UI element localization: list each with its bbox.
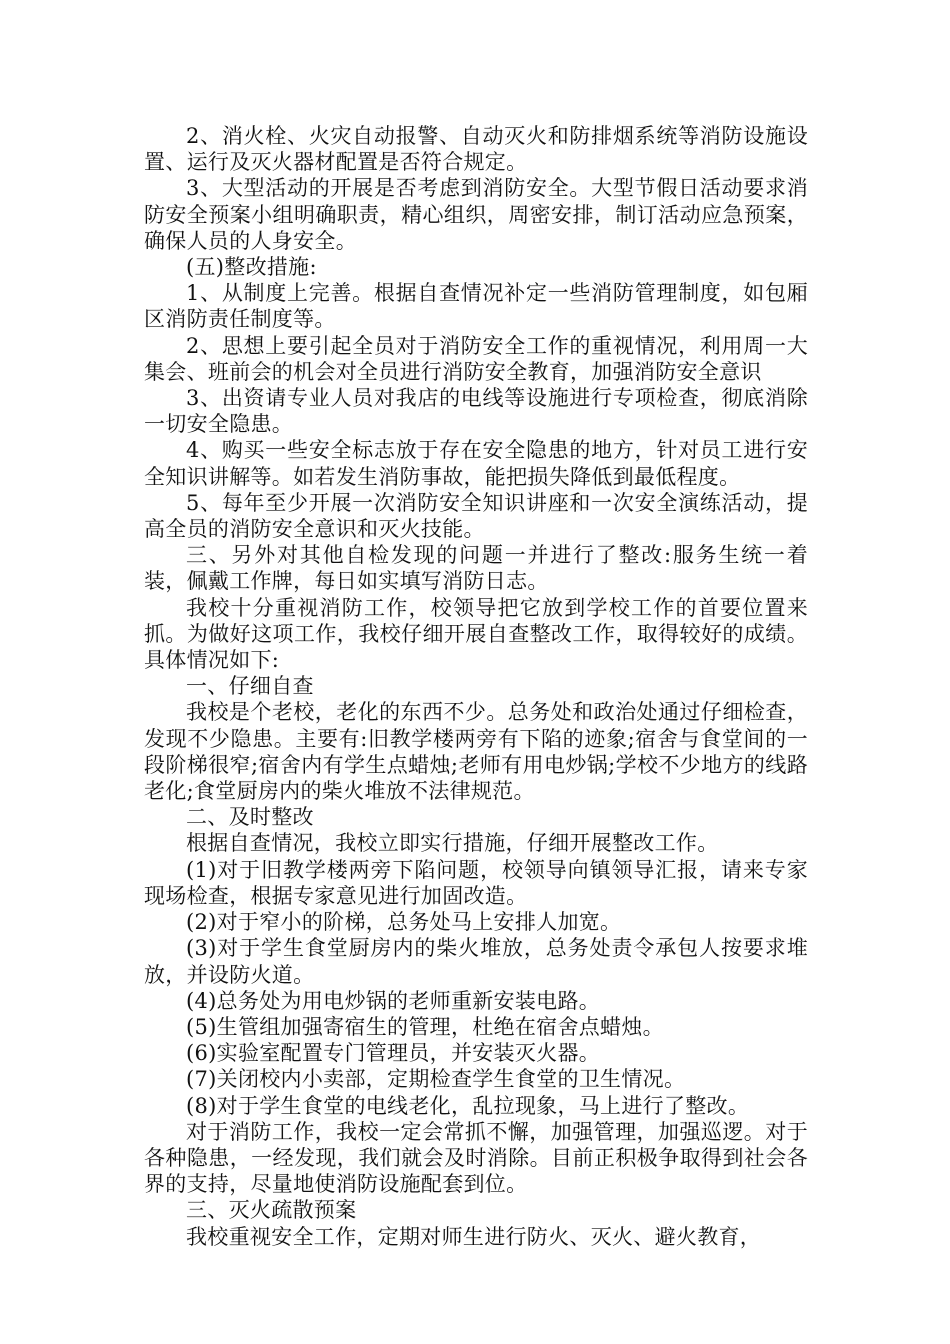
- list-item: (1)对于旧教学楼两旁下陷问题，校领导向镇领导汇报，请来专家现场检查，根据专家意见进行加固改造。: [144, 857, 808, 908]
- list-item: (3)对于学生食堂厨房内的柴火堆放，总务处责令承包人按要求堆放，并设防火道。: [144, 936, 808, 987]
- paragraph: 我校重视安全工作，定期对师生进行防火、灭火、避火教育，: [186, 1224, 762, 1249]
- section-heading: 三、灭火疏散预案: [186, 1198, 357, 1223]
- paragraph: 三、另外对其他自检发现的问题一并进行了整改:服务生统一着装，佩戴工作牌，每日如实填写消防日志。: [144, 543, 808, 594]
- paragraph: 2、消火栓、火灾自动报警、自动灭火和防排烟系统等消防设施设置、运行及灭火器材配置是否符合规定。: [144, 124, 808, 175]
- list-item: (5)生管组加强寄宿生的管理，杜绝在宿舍点蜡烛。: [186, 1014, 664, 1039]
- paragraph: 对于消防工作，我校一定会常抓不懈，加强管理，加强巡逻。对于各种隐患，一经发现，我们就会及时消除。目前正积极争取得到社会各界的支持，尽量地使消防设施配套到位。: [144, 1119, 808, 1197]
- list-item: (8)对于学生食堂的电线老化，乱拉现象，马上进行了整改。: [186, 1093, 750, 1118]
- paragraph: 3、出资请专业人员对我店的电线等设施进行专项检查，彻底消除一切安全隐患。: [144, 386, 808, 437]
- list-item: (2)对于窄小的阶梯，总务处马上安排人加宽。: [186, 910, 622, 935]
- paragraph: 1、从制度上完善。根据自查情况补定一些消防管理制度，如包厢区消防责任制度等。: [144, 281, 808, 332]
- document-body: [144, 123, 808, 1250]
- section-heading: 二、及时整改: [186, 805, 314, 830]
- section-heading: 一、仔细自查: [186, 674, 314, 699]
- paragraph: 3、大型活动的开展是否考虑到消防安全。大型节假日活动要求消防安全预案小组明确职责，精心组织，周密安排，制订活动应急预案，确保人员的人身安全。: [144, 176, 808, 253]
- paragraph: 4、购买一些安全标志放于存在安全隐患的地方，针对员工进行安全知识讲解等。如若发生消防事故，能把损失降低到最低程度。: [144, 438, 808, 489]
- paragraph: 根据自查情况，我校立即实行措施，仔细开展整改工作。: [186, 831, 719, 856]
- paragraph: 我校是个老校，老化的东西不少。总务处和政治处通过仔细检查，发现不少隐患。主要有:旧教学楼两旁有下陷的迹象;宿舍与食堂间的一段阶梯很窄;宿舍内有学生点蜡烛;老师有用电炒锅;学校不少地方的线路老化;食堂厨房内的柴火堆放不法律规范。: [144, 700, 808, 804]
- paragraph: 2、思想上要引起全员对于消防安全工作的重视情况，利用周一大集会、班前会的机会对全员进行消防安全教育，加强消防安全意识: [144, 333, 808, 384]
- section-heading: (五)整改措施:: [186, 255, 317, 280]
- paragraph: 我校十分重视消防工作，校领导把它放到学校工作的首要位置来抓。为做好这项工作，我校仔细开展自查整改工作，取得较好的成绩。具体情况如下:: [144, 595, 808, 673]
- list-item: (7)关闭校内小卖部，定期检查学生食堂的卫生情况。: [186, 1067, 686, 1092]
- list-item: (6)实验室配置专门管理员，并安装灭火器。: [186, 1041, 601, 1066]
- list-item: (4)总务处为用电炒锅的老师重新安装电路。: [186, 988, 601, 1013]
- paragraph: 5、每年至少开展一次消防安全知识讲座和一次安全演练活动，提高全员的消防安全意识和灭火技能。: [144, 490, 808, 542]
